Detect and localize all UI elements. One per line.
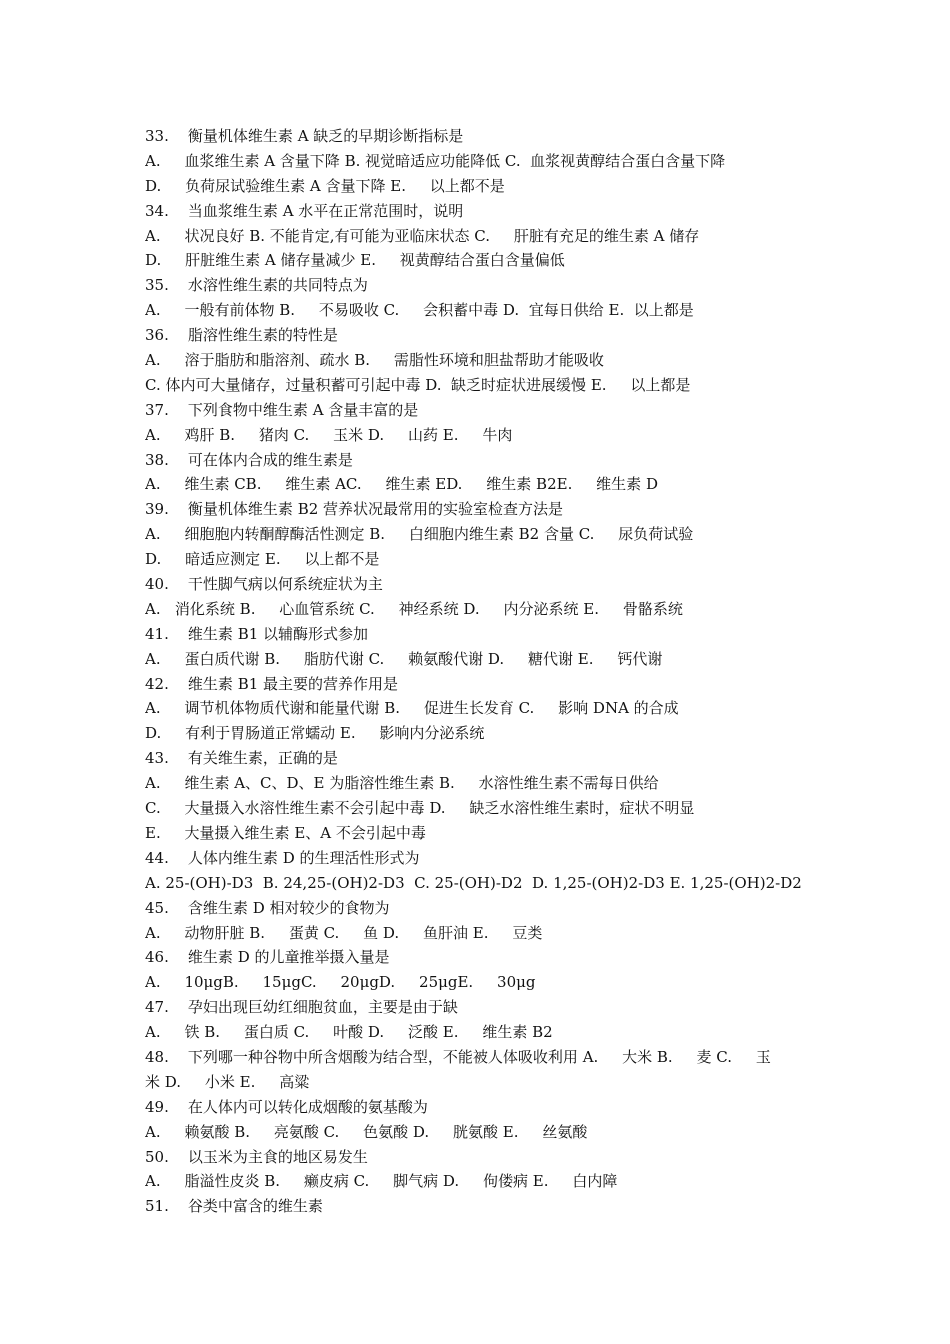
text-line: 44. 人体内维生素 D 的生理活性形式为 <box>145 848 420 867</box>
text-line: A. 血浆维生素 A 含量下降 B. 视觉暗适应功能降低 C. 血浆视黄醇结合蛋白含量下降 <box>145 151 726 170</box>
text-line: D. 暗适应测定 E. 以上都不是 <box>145 550 380 569</box>
text-line: D. 负荷尿试验维生素 A 含量下降 E. 以上都不是 <box>145 176 505 195</box>
text-line: 39. 衡量机体维生素 B2 营养状况最常用的实验室检查方法是 <box>145 500 564 519</box>
text-line: 51. 谷类中富含的维生素 <box>145 1197 323 1216</box>
text-line: A. 鸡肝 B. 猪肉 C. 玉米 D. 山药 E. 牛肉 <box>145 425 513 444</box>
text-line: A. 10μgB. 15μgC. 20μgD. 25μgE. 30μg <box>145 973 536 992</box>
text-line: A. 赖氨酸 B. 亮氨酸 C. 色氨酸 D. 胱氨酸 E. 丝氨酸 <box>145 1122 588 1141</box>
text-line: D. 肝脏维生素 A 储存量减少 E. 视黄醇结合蛋白含量偏低 <box>145 251 565 270</box>
text-line: A. 动物肝脏 B. 蛋黄 C. 鱼 D. 鱼肝油 E. 豆类 <box>145 923 543 942</box>
text-line: 41. 维生素 B1 以辅酶形式参加 <box>145 624 369 643</box>
text-line: 33. 衡量机体维生素 A 缺乏的早期诊断指标是 <box>145 127 464 145</box>
text-line: A. 溶于脂肪和脂溶剂、疏水 B. 需脂性环境和胆盐帮助才能吸收 <box>145 351 604 370</box>
text-line: A. 维生素 A、C、D、E 为脂溶性维生素 B. 水溶性维生素不需每日供给 <box>145 774 659 793</box>
text-line: 48. 下列哪一种谷物中所含烟酸为结合型，不能被人体吸收利用 A. 大米 B. 麦 C. 玉 <box>145 1047 771 1066</box>
text-line: A. 调节机体物质代谢和能量代谢 B. 促进生长发育 C. 影响 DNA 的合成 <box>145 699 679 718</box>
text-line: 50. 以玉米为主食的地区易发生 <box>145 1147 368 1166</box>
text-line: 38. 可在体内合成的维生素是 <box>145 450 353 469</box>
text-line: 47. 孕妇出现巨幼红细胞贫血，主要是由于缺 <box>145 998 458 1017</box>
text-line: 40. 干性脚气病以何系统症状为主 <box>145 575 383 594</box>
text-line: A. 25-(OH)-D3 B. 24,25-(OH)2-D3 C. 25-(OH)-D2 D. 1,25-(OH)2-D3 E. 1,25-(OH)2-D2 <box>145 873 802 892</box>
text-line: 36. 脂溶性维生素的特性是 <box>145 326 338 345</box>
text-line: 43. 有关维生素，正确的是 <box>145 749 338 768</box>
text-line: 34. 当血浆维生素 A 水平在正常范围时，说明 <box>145 201 464 220</box>
text-line: D. 有利于胃肠道正常蠕动 E. 影响内分泌系统 <box>145 724 485 743</box>
text-line: 37. 下列食物中维生素 A 含量丰富的是 <box>145 400 419 419</box>
text-line: 42. 维生素 B1 最主要的营养作用是 <box>145 674 399 693</box>
text-line: 35. 水溶性维生素的共同特点为 <box>145 276 368 295</box>
text-line: A. 消化系统 B. 心血管系统 C. 神经系统 D. 内分泌系统 E. 骨骼系统 <box>145 599 683 618</box>
text-line: A. 脂溢性皮炎 B. 癞皮病 C. 脚气病 D. 佝偻病 E. 白内障 <box>145 1172 618 1191</box>
text-line: A. 一般有前体物 B. 不易吸收 C. 会积蓄中毒 D. 宜每日供给 E. 以上都是 <box>145 301 694 320</box>
text-line: A. 细胞胞内转酮醇酶活性测定 B. 白细胞内维生素 B2 含量 C. 尿负荷试验 <box>145 525 694 544</box>
text-line: A. 铁 B. 蛋白质 C. 叶酸 D. 泛酸 E. 维生素 B2 <box>145 1023 553 1042</box>
text-line: C. 体内可大量储存，过量积蓄可引起中毒 D. 缺乏时症状进展缓慢 E. 以上都是 <box>145 375 691 394</box>
text-line: E. 大量摄入维生素 E、A 不会引起中毒 <box>145 823 426 842</box>
text-line: 米 D. 小米 E. 高粱 <box>145 1072 310 1091</box>
text-line: A. 蛋白质代谢 B. 脂肪代谢 C. 赖氨酸代谢 D. 糖代谢 E. 钙代谢 <box>145 649 663 668</box>
document-body <box>145 124 815 1219</box>
text-line: 49. 在人体内可以转化成烟酸的氨基酸为 <box>145 1097 428 1116</box>
text-line: A. 维生素 CB. 维生素 AC. 维生素 ED. 维生素 B2E. 维生素 D <box>145 475 658 494</box>
text-line: A. 状况良好 B. 不能肯定,有可能为亚临床状态 C. 肝脏有充足的维生素 A 储存 <box>145 226 700 245</box>
text-line: 45. 含维生素 D 相对较少的食物为 <box>145 898 390 917</box>
text-line: 46. 维生素 D 的儿童推举摄入量是 <box>145 948 390 967</box>
text-line: C. 大量摄入水溶性维生素不会引起中毒 D. 缺乏水溶性维生素时，症状不明显 <box>145 799 695 818</box>
